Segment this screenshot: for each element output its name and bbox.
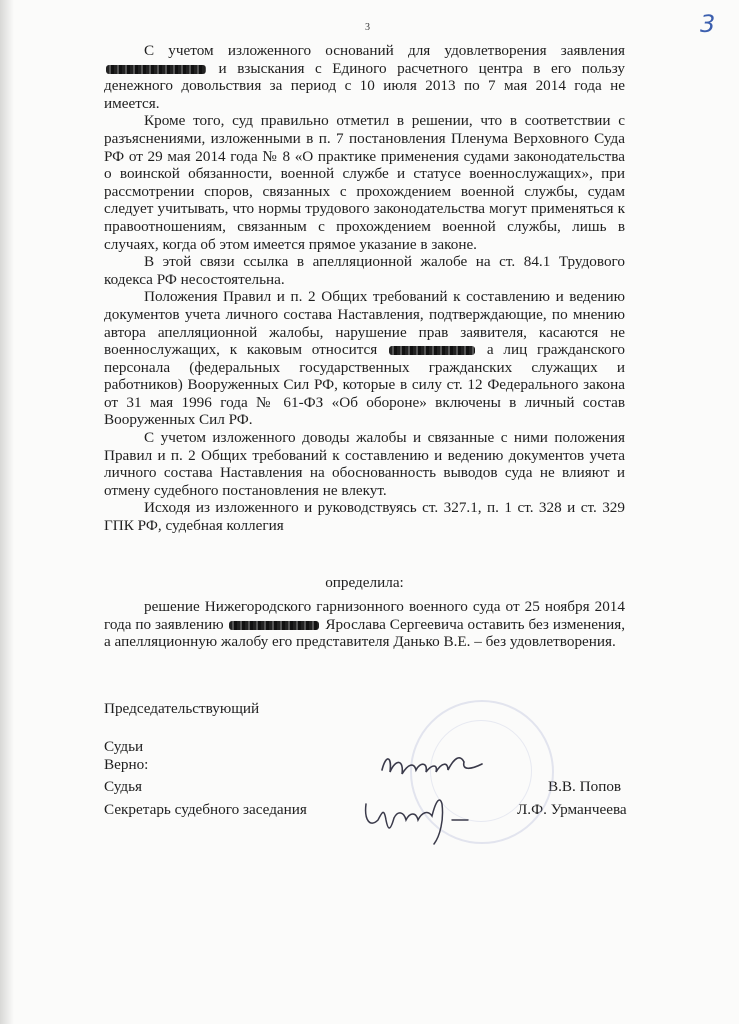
secretary-name: Л.Ф. Урманчеева [517,801,627,818]
decision-paragraph: решение Нижегородского гарнизонного военного суда от 25 ноября 2014 года по заявлению Ярослава Сергеевича оставить без изменения, а апелляционную жалобу его представителя Данько В.Е. – без удовлетворения. [104,598,625,651]
secretary-signature [360,790,480,850]
paragraph-2: Кроме того, суд правильно отметил в решении, что в соответствии с разъяснениями, изложенными в п. 7 постановления Пленума Верховного Суда РФ от 29 мая 2014 года № 8 «О практике применения судами законодательства о воинской обязанности, военной службе и статусе военнослужащих», при рассмотрении споров, связанных с прохождением военной службы, судам следует учитывать, что нормы трудового законодательства могут применяться к правоотношениям, связанным с прохождением военной службы, лишь в случаях, когда об этом имеется прямое указание в законе. [104,112,625,253]
handwritten-page-mark: 3 [700,10,716,38]
redacted-name [229,621,319,630]
paragraph-5: С учетом изложенного доводы жалобы и связанные с ними положения Правил и п. 2 Общих требований к составлению и ведению документов учета личного состава Наставления на обоснованность выводов суда не влияют и отмену судебного постановления не влекут. [104,429,625,499]
verified-label: Верно: [104,756,149,773]
judge-name: В.В. Попов [548,778,622,795]
paragraph-1: С учетом изложенного оснований для удовлетворения заявления и взыскания с Единого расчетного центра в его пользу денежного довольствия за период с 10 июля 2013 по 7 мая 2014 года не имеется. [104,42,626,112]
page-edge-shadow [0,0,14,1024]
judge-label: Судья [104,778,143,795]
document-body [104,42,625,535]
redacted-name [389,346,475,355]
paragraph-4: Положения Правил и п. 2 Общих требований к составлению и ведению документов учета личного состава Наставления, подтверждающие, по мнению автора апелляционной жалобы, нарушение прав заявителя, касаются не военнослужащих, к каковым относится а лиц гражданского персонала (федеральных государственных гражданских служащих и работников) Вооруженных Сил РФ, которые в силу ст. 12 Федерального закона от 31 мая 1996 года № 61-ФЗ «Об обороне» включены в личный состав Вооруженных Сил РФ. [104,288,626,429]
paragraph-3: В этой связи ссылка в апелляционной жалобе на ст. 84.1 Трудового кодекса РФ несостоятельна. [104,253,625,288]
paragraph-6: Исходя из изложенного и руководствуясь ст. 327.1, п. 1 ст. 328 и ст. 329 ГПК РФ, судебная коллегия [104,499,625,535]
judge-signature [378,748,488,784]
page-number: 3 [365,22,370,33]
secretary-label: Секретарь судебного заседания [104,801,307,818]
judges-label: Судьи [104,738,144,755]
presiding-label: Председательствующий [104,700,260,717]
redacted-name [106,65,206,74]
resolution-heading: определила: [325,574,404,591]
